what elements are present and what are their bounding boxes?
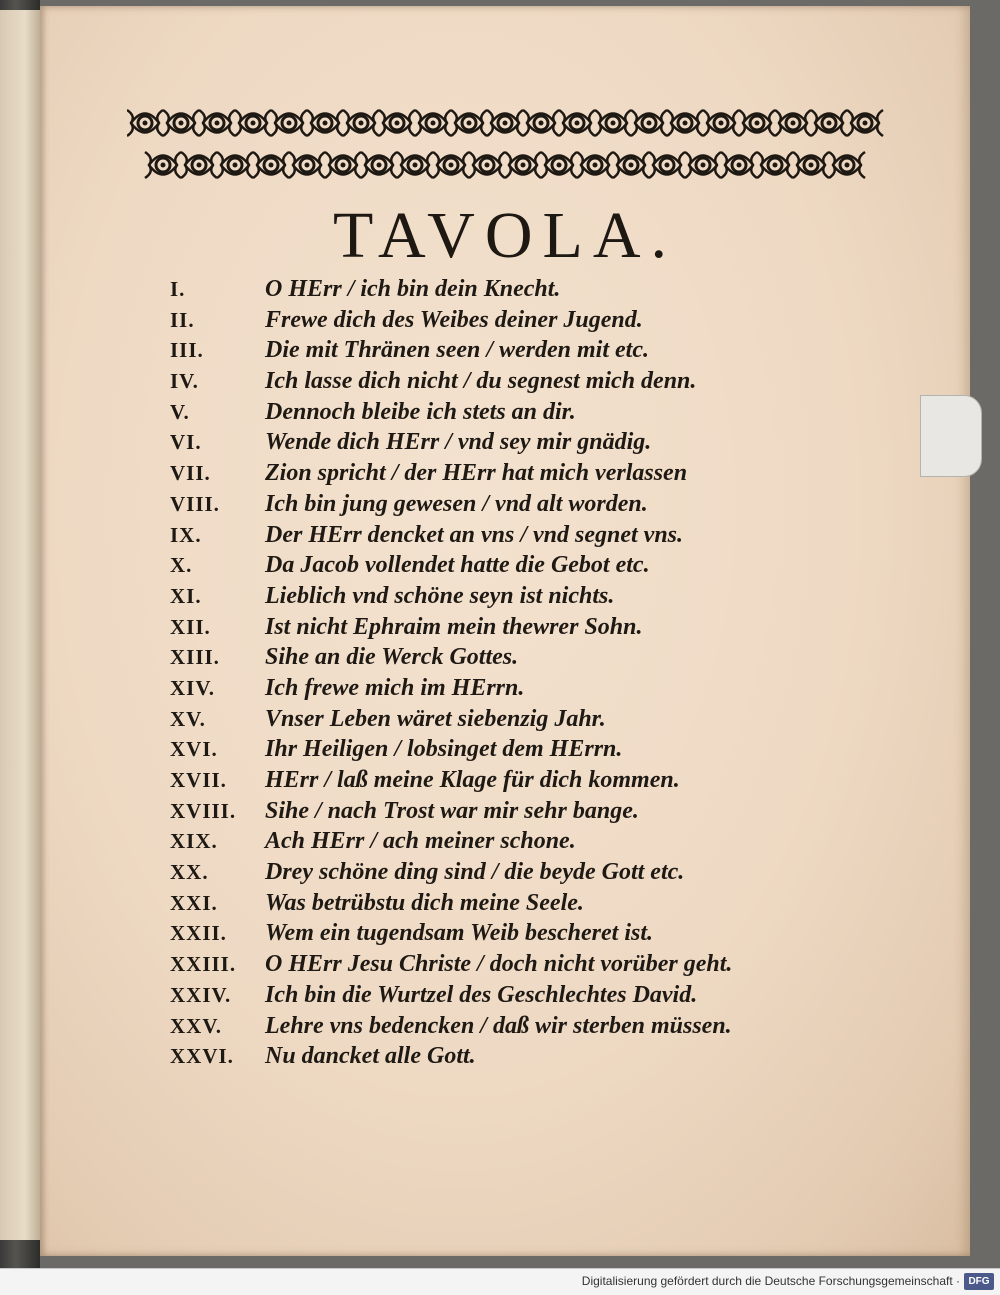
scanner-tab (920, 395, 982, 477)
toc-entry (170, 767, 870, 798)
toc-entry-text: Ich lasse dich nicht / du segnest mich denn. (265, 368, 697, 395)
toc-entry (170, 307, 870, 338)
toc-entry-number: XV. (170, 706, 206, 731)
toc-entry-number: XX. (170, 860, 209, 885)
toc-entry-text: Da Jacob vollendet hatte die Gebot etc. (265, 552, 650, 579)
toc-entry-number: XI. (170, 583, 202, 608)
toc-entry-number: XVII. (170, 768, 227, 792)
toc-entry (170, 399, 870, 430)
toc-entry (170, 491, 870, 522)
toc-entry-number: XXVI. (170, 1044, 234, 1069)
toc-entry-number: XXI. (170, 890, 218, 915)
toc-entry-text: Drey schöne ding sind / die beyde Gott etc. (265, 859, 685, 886)
toc-entry-number: XVIII. (170, 798, 237, 823)
toc-entry (170, 429, 870, 460)
toc-entry-text: Dennoch bleibe ich stets an dir. (265, 398, 576, 425)
toc-entry-text: Ich bin die Wurtzel des Geschlechtes David. (265, 981, 698, 1008)
toc-entry-number: III. (170, 338, 204, 363)
toc-entry-number: XXIV. (170, 982, 232, 1007)
toc-entry-text: Ach HErr / ach meiner schone. (265, 828, 576, 855)
toc-entry-number: VI. (170, 430, 202, 455)
toc-entry-text: Zion spricht / der HErr hat mich verlassen (265, 460, 688, 487)
toc-entry-text: Die mit Thränen seen / werden mit etc. (265, 337, 649, 364)
toc-entry (170, 951, 870, 982)
funding-notice: Digitalisierung gefördert durch die Deutsche Forschungsgemeinschaft · (581, 1274, 960, 1288)
toc-entry-number: XXIII. (170, 952, 237, 977)
toc-entry-text: Sihe / nach Trost war mir sehr bange. (265, 797, 639, 824)
table-of-contents (170, 276, 870, 1074)
toc-entry-text: Frewe dich des Weibes deiner Jugend. (265, 306, 643, 333)
toc-entry (170, 522, 870, 553)
toc-entry-number: X. (170, 553, 193, 578)
toc-entry-text: Wende dich HErr / vnd sey mir gnädig. (265, 429, 652, 456)
toc-entry-text: O HErr / ich bin dein Knecht. (265, 276, 561, 302)
toc-entry (170, 337, 870, 368)
toc-entry (170, 982, 870, 1013)
toc-entry-text: O HErr Jesu Christe / doch nicht vorüber geht. (265, 951, 733, 978)
toc-entry-text: Ich frewe mich im HErrn. (265, 674, 525, 701)
toc-entry-number: XXII. (170, 921, 227, 946)
toc-entry (170, 736, 870, 767)
toc-entry-number: II. (170, 307, 195, 332)
toc-entry-text: Ist nicht Ephraim mein thewrer Sohn. (265, 613, 643, 640)
toc-entry-number: IV. (170, 369, 199, 394)
toc-entry-text: Lehre vns bedencken / daß wir sterben müssen. (265, 1012, 732, 1039)
toc-entry-number: V. (170, 399, 190, 424)
toc-entry-number: XII. (170, 614, 211, 639)
toc-entry (170, 644, 870, 675)
toc-entry (170, 583, 870, 614)
toc-entry-text: Sihe an die Werck Gottes. (265, 644, 519, 671)
previous-page-edge (0, 10, 44, 1240)
toc-entry-number: XIV. (170, 675, 216, 700)
toc-entry-number: XXV. (170, 1013, 223, 1038)
toc-entry-text: HErr / laß meine Klage für dich kommen. (265, 767, 680, 793)
page-title: TAVOLA. (333, 199, 677, 272)
toc-entry-text: Ihr Heiligen / lobsinget dem HErrn. (265, 736, 623, 763)
toc-entry-number: IX. (170, 522, 202, 547)
toc-entry-number: XIII. (170, 645, 220, 670)
toc-entry-text: Vnser Leben wäret siebenzig Jahr. (265, 705, 606, 732)
toc-entry (170, 276, 870, 307)
ornament-border (127, 102, 887, 186)
toc-entry (170, 675, 870, 706)
toc-entry (170, 859, 870, 890)
toc-entry (170, 552, 870, 583)
toc-entry (170, 368, 870, 399)
toc-entry (170, 614, 870, 645)
toc-entry (170, 890, 870, 921)
footer-bar (0, 1268, 1000, 1295)
toc-entry-number: I. (170, 277, 186, 301)
toc-entry (170, 460, 870, 491)
dfg-logo-icon: DFG (964, 1273, 994, 1290)
toc-entry (170, 828, 870, 859)
toc-entry-number: XVI. (170, 737, 218, 762)
toc-entry-text: Wem ein tugendsam Weib bescheret ist. (265, 920, 653, 947)
toc-entry-text: Lieblich vnd schöne seyn ist nichts. (265, 582, 615, 609)
toc-entry (170, 1013, 870, 1044)
toc-entry-text: Ich bin jung gewesen / vnd alt worden. (265, 490, 648, 517)
toc-entry-text: Nu dancket alle Gott. (265, 1043, 476, 1070)
toc-entry (170, 798, 870, 829)
toc-entry-number: XIX. (170, 829, 218, 854)
toc-entry (170, 1043, 870, 1074)
toc-entry-number: VIII. (170, 491, 220, 516)
toc-entry-text: Was betrübstu dich meine Seele. (265, 889, 584, 916)
toc-entry (170, 920, 870, 951)
toc-entry-text: Der HErr dencket an vns / vnd segnet vns. (265, 521, 684, 548)
toc-entry-number: VII. (170, 461, 211, 486)
toc-entry (170, 706, 870, 737)
scanned-page (40, 6, 970, 1256)
